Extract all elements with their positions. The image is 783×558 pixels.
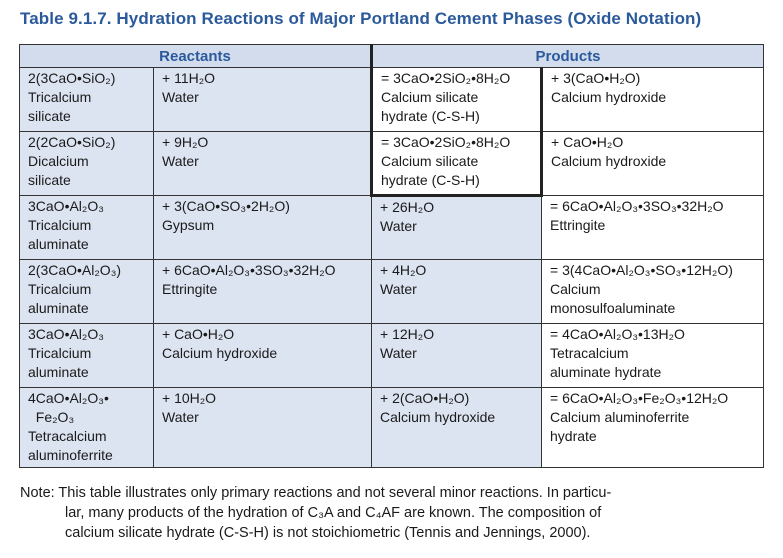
cell-line: aluminate	[28, 300, 89, 316]
table-row	[20, 196, 764, 260]
cell-line: = 3(4CaO•Al₂O₃•SO₃•12H₂O)	[550, 262, 733, 278]
cell-line: Fe₂O₃	[28, 409, 75, 425]
cell-line: hydrate	[550, 428, 597, 444]
cell-line: + 6CaO•Al₂O₃•3SO₃•32H₂O	[162, 262, 336, 278]
cell-line: 3CaO•Al₂O₃	[28, 326, 104, 342]
cell-line: Calcium hydroxide	[551, 153, 667, 169]
cell-line: Dicalcium	[28, 153, 89, 169]
cell-c3	[372, 68, 542, 132]
cell-line: Ettringite	[550, 217, 606, 233]
cell-c1	[20, 388, 154, 468]
cell-c4	[542, 132, 764, 196]
cell-line: 2(3CaO•SiO₂)	[28, 70, 116, 86]
cell-line: = 3CaO•2SiO₂•8H₂O	[381, 134, 511, 150]
cell-line: Ettringite	[162, 281, 218, 297]
table-note	[20, 483, 765, 543]
cell-line: + 10H₂O	[162, 390, 217, 406]
cell-line: aluminate	[28, 236, 89, 252]
cell-line: Gypsum	[162, 217, 215, 233]
cell-line: 3CaO•Al₂O₃	[28, 198, 104, 214]
cell-c3	[372, 132, 542, 196]
cell-line: + 3(CaO•H₂O)	[551, 70, 641, 86]
cell-line: aluminate hydrate	[550, 364, 662, 380]
hydration-reactions-table	[19, 44, 764, 468]
cell-c2	[154, 196, 372, 260]
cell-c2	[154, 260, 372, 324]
note-line-2: lar, many products of the hydration of C₃A and C₄AF are known. The composition of	[65, 505, 602, 521]
cell-line: + 26H₂O	[380, 199, 435, 215]
cell-c4	[542, 196, 764, 260]
cell-c4	[542, 388, 764, 468]
cell-line: hydrate (C-S-H)	[381, 108, 480, 124]
cell-line: Water	[380, 218, 417, 234]
cell-line: silicate	[28, 172, 71, 188]
cell-c4	[542, 68, 764, 132]
cell-line: Tricalcium	[28, 281, 92, 297]
cell-line: + CaO•H₂O	[162, 326, 235, 342]
table-row	[20, 68, 764, 132]
cell-line: Calcium	[550, 281, 601, 297]
cell-line: Tetracalcium	[28, 428, 107, 444]
note-line-1: Note: This table illustrates only primary reactions and not several minor reactions. In particu-	[20, 485, 612, 501]
cell-line: 2(2CaO•SiO₂)	[28, 134, 116, 150]
cell-line: = 3CaO•2SiO₂•8H₂O	[381, 70, 511, 86]
cell-c3	[372, 196, 542, 260]
cell-line: 2(3CaO•Al₂O₃)	[28, 262, 122, 278]
cell-line: Water	[162, 89, 199, 105]
cell-line: Water	[380, 281, 417, 297]
cell-c3	[372, 388, 542, 468]
cell-line: Calcium hydroxide	[162, 345, 278, 361]
cell-line: Water	[162, 153, 199, 169]
table-title: Table 9.1.7. Hydration Reactions of Major Portland Cement Phases (Oxide Notation)	[20, 9, 702, 28]
table-row	[20, 324, 764, 388]
cell-line: + 11H₂O	[162, 70, 216, 86]
cell-c1	[20, 196, 154, 260]
cell-line: 4CaO•Al₂O₃•	[28, 390, 109, 406]
cell-line: Calcium silicate	[381, 153, 479, 169]
cell-c2	[154, 68, 372, 132]
table-row	[20, 132, 764, 196]
cell-line: + 3(CaO•SO₃•2H₂O)	[162, 198, 290, 214]
reactants-header: Reactants	[20, 45, 372, 68]
cell-line: aluminate	[28, 364, 89, 380]
cell-c3	[372, 324, 542, 388]
cell-line: hydrate (C-S-H)	[381, 172, 480, 188]
table-row	[20, 260, 764, 324]
cell-c4	[542, 260, 764, 324]
cell-line: + 2(CaO•H₂O)	[380, 390, 470, 406]
cell-line: Calcium hydroxide	[380, 409, 496, 425]
cell-line: Tricalcium	[28, 345, 92, 361]
cell-c2	[154, 324, 372, 388]
cell-line: silicate	[28, 108, 71, 124]
cell-line: = 6CaO•Al₂O₃•3SO₃•32H₂O	[550, 198, 724, 214]
cell-line: = 6CaO•Al₂O₃•Fe₂O₃•12H₂O	[550, 390, 729, 406]
cell-line: Calcium silicate	[381, 89, 479, 105]
cell-line: + 4H₂O	[380, 262, 427, 278]
cell-line: + 12H₂O	[380, 326, 435, 342]
cell-c1	[20, 324, 154, 388]
cell-c1	[20, 260, 154, 324]
cell-line: Water	[380, 345, 417, 361]
products-header: Products	[372, 45, 764, 68]
cell-line: + CaO•H₂O	[551, 134, 624, 150]
cell-line: Calcium hydroxide	[551, 89, 667, 105]
cell-line: Tetracalcium	[550, 345, 629, 361]
cell-c2	[154, 132, 372, 196]
cell-c1	[20, 68, 154, 132]
cell-line: Tricalcium	[28, 217, 92, 233]
cell-c1	[20, 132, 154, 196]
cell-line: Tricalcium	[28, 89, 92, 105]
cell-line: + 9H₂O	[162, 134, 209, 150]
cell-c3	[372, 260, 542, 324]
cell-c2	[154, 388, 372, 468]
table-row	[20, 388, 764, 468]
cell-c4	[542, 324, 764, 388]
cell-line: Calcium aluminoferrite	[550, 409, 690, 425]
cell-line: aluminoferrite	[28, 447, 113, 463]
cell-line: monosulfoaluminate	[550, 300, 676, 316]
cell-line: Water	[162, 409, 199, 425]
cell-line: = 4CaO•Al₂O₃•13H₂O	[550, 326, 685, 342]
note-line-3: calcium silicate hydrate (C-S-H) is not stoichiometric (Tennis and Jennings, 2000).	[65, 525, 591, 541]
